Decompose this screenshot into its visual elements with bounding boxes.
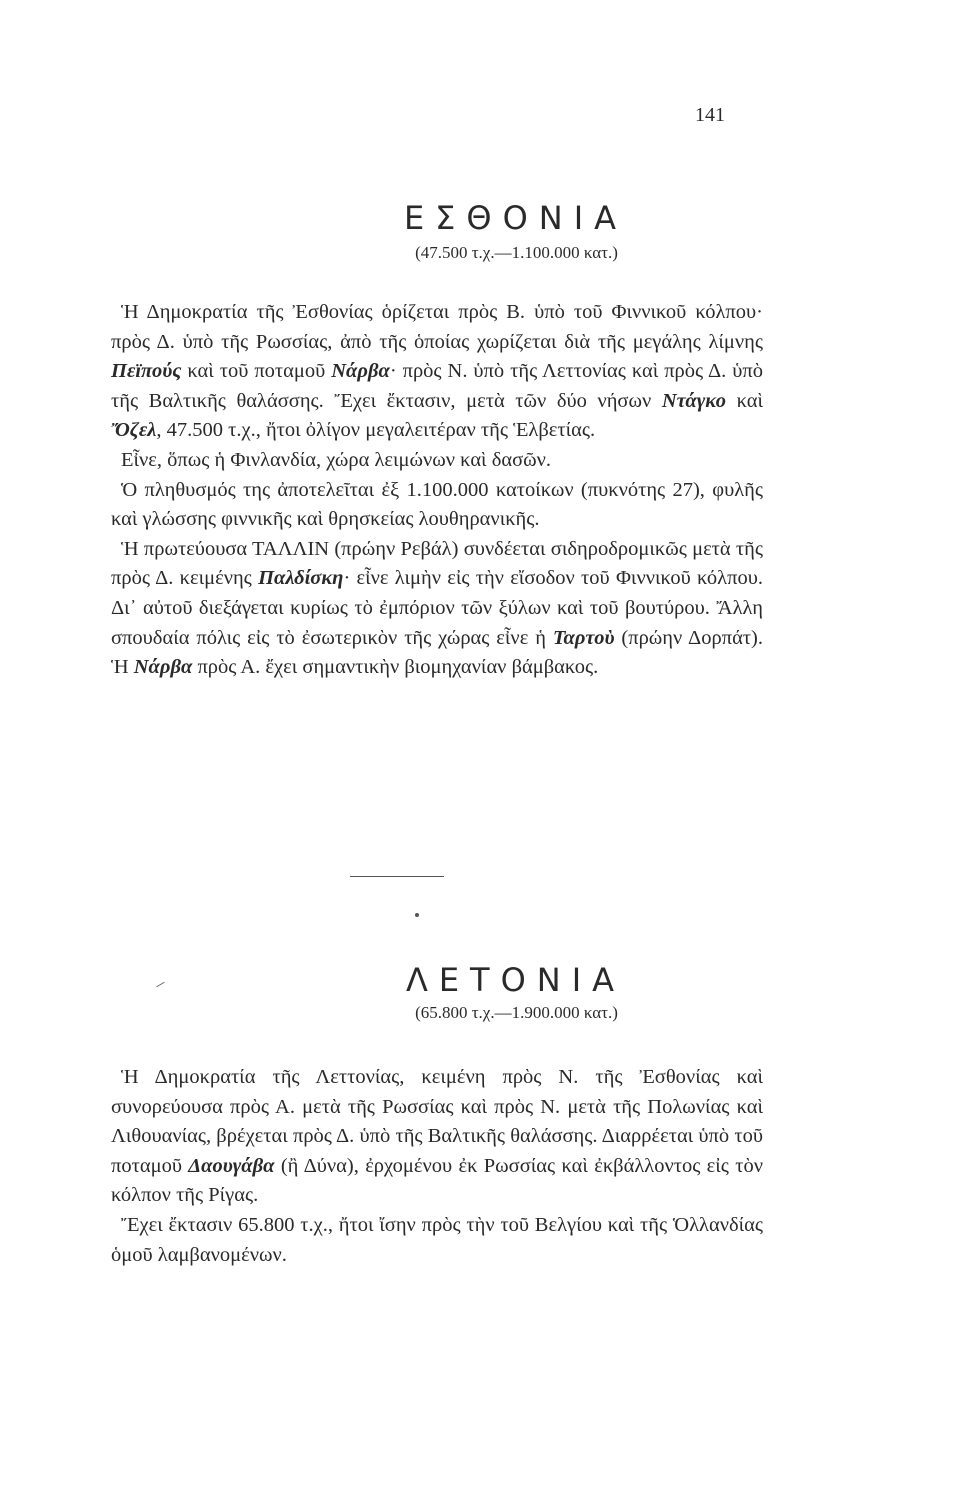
page-number: 141 (695, 104, 725, 126)
section-body-latvia (111, 1063, 763, 1270)
text: (πρώην Δορπάτ). Ἡ (111, 626, 763, 679)
place-name: Παλδίσκη (258, 567, 344, 590)
section-body-estonia (111, 298, 763, 683)
text: · πρὸς Ν. ὑπὸ τῆς Λεττονίας καὶ πρὸς Δ. ὑπὸ τῆς Βαλτικῆς θαλάσσης. Ἔχει ἔκτασιν, μετὰ τῶν δύο νήσων (111, 360, 763, 412)
text: πρὸς Α. ἔχει σημαντικὴν βιομηχανίαν βάμβακος. (192, 656, 599, 679)
ink-dot (415, 913, 419, 917)
paragraph (111, 298, 763, 446)
paragraph (111, 535, 763, 683)
stats-latvia: (65.800 τ.χ.—1.900.000 κατ.) (415, 1003, 618, 1022)
place-name: Δαουγάβα (188, 1154, 275, 1177)
place-name: Ταρτοὺ (552, 626, 615, 649)
section-title-estonia: ΕΣΘΟΝΙΑ (403, 199, 628, 238)
paragraph: Ὁ πληθυσμός της ἀποτελεῖται ἐξ 1.100.000 κατοίκων (πυκνότης 27), φυλῆς καὶ γλώσσης φιννικῆς καὶ θρησκείας λουθηρανικῆς. (111, 478, 763, 531)
place-name: Νάρβα (133, 656, 193, 679)
text: , 47.500 τ.χ., ἤτοι ὀλίγον μεγαλειτέραν τῆς Ἑλβετίας. (156, 419, 596, 442)
text: Ἡ πρωτεύουσα ΤΑΛΛΙΝ (πρώην Ρεβάλ) συνδέεται σιδηροδρομικῶς μετὰ τῆς πρὸς Δ. κειμένης (111, 537, 763, 590)
paragraph: Εἶνε, ὅπως ἡ Φινλανδία, χώρα λειμώνων καὶ δασῶν. (121, 448, 552, 471)
text: (ἢ Δύνα), ἐρχομένου ἐκ Ρωσσίας καὶ ἐκβάλλοντος εἰς τὸν κόλπον τῆς Ρίγας. (111, 1154, 763, 1207)
paragraph: Ἔχει ἔκτασιν 65.800 τ.χ., ἤτοι ἴσην πρὸς τὴν τοῦ Βελγίου καὶ τῆς Ὁλλανδίας ὁμοῦ λαμβανομένων. (111, 1213, 763, 1266)
text: καὶ (726, 389, 763, 412)
section-title-latvia: ΛΕΤΟΝΙΑ (405, 961, 626, 1000)
text: καὶ τοῦ ποταμοῦ (181, 360, 332, 383)
place-name: Ντάγκο (661, 389, 727, 412)
place-name: Νάρβα (331, 360, 390, 383)
text: Ἡ Δημοκρατία τῆς Λεττονίας, κειμένη πρὸς Ν. τῆς Ἐσθονίας καὶ συνορεύουσα πρὸς Α. μετὰ τῆς Ρωσσίας καὶ πρὸς Ν. μετὰ τῆς Πολωνίας καὶ Λιθουανίας, βρέχεται πρὸς Δ. ὑπὸ τῆς Βαλτικῆς θαλάσσης. Διαρρέεται ὑπὸ τοῦ ποταμοῦ (111, 1066, 763, 1177)
place-name: Ὄζελ (111, 419, 157, 442)
stats-estonia: (47.500 τ.χ.—1.100.000 κατ.) (415, 243, 618, 262)
place-name: Πεϊπούς (111, 360, 182, 383)
paragraph (111, 1063, 763, 1211)
section-divider (350, 876, 444, 877)
text: Ἡ Δημοκρατία τῆς Ἐσθονίας ὁρίζεται πρὸς Β. ὑπὸ τοῦ Φιννικοῦ κόλπου· πρὸς Δ. ὑπὸ τῆς Ρωσσίας, ἀπὸ τῆς ὁποίας χωρίζεται διὰ τῆς μεγάλης λίμνης (111, 301, 763, 353)
text: · εἶνε λιμὴν εἰς τὴν εἴσοδον τοῦ Φιννικοῦ κόλπου. Δι᾽ αὐτοῦ διεξάγεται κυρίως τὸ ἐμπόριον τῶν ξύλων καὶ τοῦ βουτύρου. Ἄλλη σπουδαία πόλις εἰς τὸ ἐσωτερικὸν τῆς χώρας εἶνε ἡ (111, 567, 763, 649)
